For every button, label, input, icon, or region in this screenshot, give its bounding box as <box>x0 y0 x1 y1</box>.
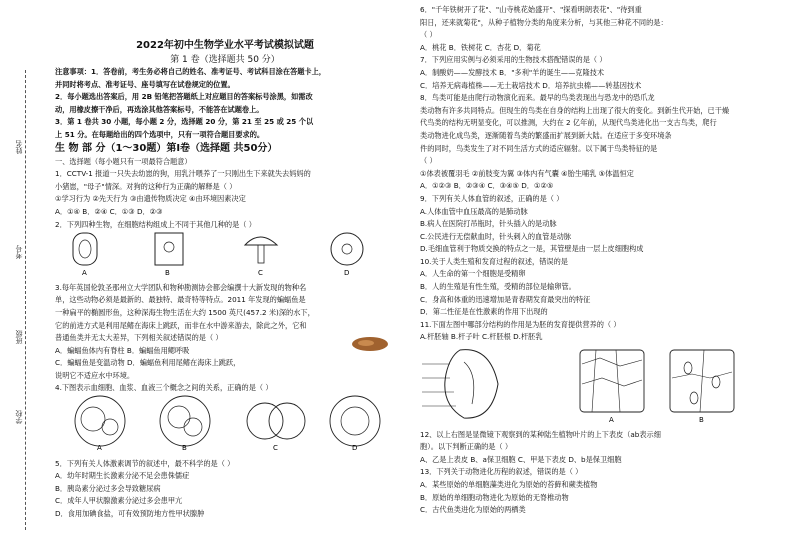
notice-line: 上 51 分。在每题给出的四个选项中，只有一项符合题目要求的。 <box>55 129 265 139</box>
question-8 <box>420 92 782 193</box>
question-line: 普通鱼类并无太大差异，下列相关叙述错误的是（ ） <box>55 333 223 343</box>
question-line: 10.关于人类生殖和发育过程的叙述，错误的是 <box>420 256 568 266</box>
venn-option-b <box>160 396 210 452</box>
epidermis-a-figure <box>580 350 644 424</box>
question-line: （ ） <box>420 156 437 166</box>
question-13 <box>420 466 782 516</box>
question-9 <box>420 193 782 256</box>
question-line: 13．下列关于动物进化历程的叙述，错误的是（ ） <box>420 467 583 477</box>
question-line: 类动物进化成鸟类，逐渐随着鸟类的繁盛而扩展到新大陆。在适应于多变环境条 <box>420 130 672 140</box>
section-heading: 生 物 部 分（1～30题）第Ⅰ卷（选择题 共50分） <box>55 142 278 154</box>
figure-label: B <box>699 416 704 425</box>
question-line: A．某些原始的单细胞藻类进化为原始的苔藓和蕨类植物 <box>420 480 598 489</box>
question-line: A．①④ B．②④ C．①③ D．②③ <box>55 206 163 216</box>
question-line: 它的前进方式是利用尾鳍在海床上跳跃，而非在水中游来游去，除此之外，它和 <box>55 320 307 330</box>
plant-cell-figure <box>155 233 183 277</box>
binding-margin <box>0 0 48 560</box>
question-line: 单，这些动物必须是最新的、最独特、最奇特等特点。2011 年发现的蝙蝠鱼是 <box>55 295 306 305</box>
figure-label: B <box>182 444 187 453</box>
side-label-name: 姓名 <box>15 140 23 154</box>
question-line: 小猪崽，"母子"情深。对狗的这种行为正确的解释是（ ） <box>55 181 237 191</box>
question-line: 1．CCTV-1 报道一只失去幼崽的狗，用乳汁喂养了一只刚出生下来就失去妈妈的 <box>55 169 311 179</box>
question-1 <box>55 168 395 218</box>
question-line: C.公民进行无偿献血时，针头刺入的血管是动脉 <box>420 231 572 241</box>
question-line: 胞）。以下判断正确的是（ ） <box>420 442 513 452</box>
side-label-class: 班级 <box>15 330 23 344</box>
epidermis-b-figure <box>670 350 734 424</box>
question-line: C．培养无病毒植株——无土栽培技术 D．培养抗虫棉——转基因技术 <box>420 80 642 90</box>
question-line: 类动物有许多共同特点。但现生的鸟类在自身的结构上出现了很大的变化。到新生代开始，已干燥 <box>420 105 730 115</box>
question-line: 阳日，还来就菊花"，从种子植物分类的角度来分析，与其他三种花不同的是： <box>420 17 668 27</box>
question-line: 代鸟类的结构无明显变化，可以推测，大约在 2 亿年前，从现代鸟类进化出一支古鸟类，爬行 <box>420 118 717 128</box>
question-7 <box>420 54 782 92</box>
figure-label: D <box>344 269 350 278</box>
side-label-school: 学校 <box>15 410 23 424</box>
figure-label: C <box>273 444 278 453</box>
question-line: C．蝙蝠鱼是变温动物 D．蝙蝠鱼利用尾鳍在海床上跳跃， <box>55 358 241 368</box>
question-line: 3.每年英国伦敦圣那州立大学团队和物种勘测协会都会编撰十大新发现的物种名 <box>55 282 307 292</box>
figure-label: A <box>82 269 87 278</box>
figure-label: B <box>165 269 170 278</box>
question-line: 说明它不适应水中环境。 <box>55 370 135 380</box>
blood-concept-diagrams <box>55 395 395 453</box>
question-2 <box>55 219 395 282</box>
corn-seed-figure <box>422 350 498 418</box>
binding-line <box>25 70 26 530</box>
question-line: ①体表被覆羽毛 ②前肢变为翼 ③体内有气囊 ④胎生哺乳 ⑤体温恒定 <box>420 168 634 178</box>
question-line: 5．下列有关人体激素调节的叙述中，最不科学的是（ ） <box>55 458 235 468</box>
question-12 <box>420 429 782 467</box>
question-line: C．身高和体重的迅速增加是青春期发育最突出的特征 <box>420 294 591 304</box>
question-line: B.病人在医院打吊瓶时，针头插入的是动脉 <box>420 219 557 229</box>
batfish-photo <box>349 334 391 354</box>
question-line: A．幼年时期生长激素分泌不足会患侏儒症 <box>55 471 190 481</box>
question-line: A、乙是上表皮 B、a保卫细胞 C、甲是下表皮 D、b是保卫细胞 <box>420 454 622 464</box>
question-line: B．原始的单细胞动物进化为原始的无脊椎动物 <box>420 492 569 502</box>
notice-line: 动，用橡皮擦干净后，再选涂其他答案标号，不能答在试题卷上。 <box>55 104 264 114</box>
question-line: D．食用加碘食盐，可有效预防地方性甲状腺肿 <box>55 509 205 519</box>
question-line: 2．下列四种生物，在细胞结构组成上不同于其他几种的是（ ） <box>55 219 256 229</box>
question-line: A．蝙蝠鱼体内有脊柱 B．蝙蝠鱼用鳃呼吸 <box>55 345 190 355</box>
question-line: （ ） <box>420 30 437 40</box>
question-line: 一种扁平的椭圆形鱼，这种深海生物生活在大约 1500 英尺(457.2 米)深的水下， <box>55 307 315 317</box>
venn-option-d <box>330 396 380 452</box>
bacterium-figure <box>73 233 97 277</box>
figure-label: A <box>609 416 614 425</box>
question-line: A．人生命的第一个细胞是受精卵 <box>420 269 526 279</box>
question-line: D．第二性征是在性激素的作用下出现的 <box>420 307 548 317</box>
figure-label: C <box>258 269 263 278</box>
animal-cell-figure <box>331 233 363 277</box>
notice-line: 注意事项：1．答卷前，考生务必将自己的姓名、准考证号、考试科目涂在答题卡上， <box>55 67 326 76</box>
question-line: A.杆胚轴 B.杆子叶 C.杆胚根 D.杆胚乳 <box>420 332 543 342</box>
left-column <box>55 66 395 521</box>
notice-line: 3．第 1 卷共 30 小题，每小题 2 分，选择题 20 分，第 21 至 25 或 25 个以 <box>55 117 314 127</box>
question-line: 6．"千年铁树开了花"、"山寺桃花始盛开"、"探看明朗表花"、"待到重 <box>420 5 642 14</box>
exam-subtitle: 第 1 卷（选择题共 50 分） <box>170 55 280 65</box>
notice-line: 并同时将考点、准考证号、座号填写在试卷规定的位置。 <box>55 79 235 89</box>
question-line: 8．鸟类可能是由爬行动物演化而来。最早的鸟类表现出与恐龙中的恐爪龙 <box>420 93 655 103</box>
figure-label: A <box>97 444 102 453</box>
question-5 <box>55 458 395 521</box>
question-3 <box>55 282 395 383</box>
venn-option-a <box>75 396 125 452</box>
question-11 <box>420 319 782 429</box>
organism-figures <box>55 231 395 277</box>
question-line: B．人的生殖是有性生殖，受精的部位是输卵管。 <box>420 282 576 292</box>
mushroom-figure <box>245 237 277 277</box>
question-line: 9．下列有关人体血管的叙述，正确的是（ ） <box>420 193 564 203</box>
question-line: 件的同时，鸟类发生了对不同生活方式的适应辐射。以下属于鸟类特征的是 <box>420 143 658 153</box>
question-line: B．胰岛素分泌过多会导致糖尿病 <box>55 483 161 493</box>
question-line: A．桃花 B．铁树花 C．杏花 D．菊花 <box>420 42 541 52</box>
side-label-exam-number: 考号 <box>15 245 23 259</box>
question-line: A．①②③ B．②③④ C．③④⑤ D．①②⑤ <box>420 181 554 191</box>
question-line: ①学习行为 ②先天行为 ③由遗传物质决定 ④由环境因素决定 <box>55 194 246 204</box>
question-10 <box>420 256 782 319</box>
exam-title: 2022年初中生物学业水平考试模拟试题 <box>136 40 314 51</box>
notice-block <box>55 66 395 142</box>
question-line: D.毛细血管利于物质交换的特点之一是，其管壁是由一层上皮细胞构成 <box>420 244 644 254</box>
question-line: 7．下列应用实例与必须采用的生物技术搭配错误的是（ ） <box>420 55 607 65</box>
question-line: A．制酸奶——发酵技术 B．"多利"羊的诞生——克隆技术 <box>420 67 605 77</box>
question-line: 4.下图表示血细胞、血浆、血液三个概念之间的关系，正确的是（ ） <box>55 383 273 393</box>
notice-line: 2．每小题选出答案后，用 2B 铅笔把答题纸上对应题目的答案标号涂黑，如需改 <box>55 92 313 102</box>
question-line: C．古代鱼类进化为原始的两栖类 <box>420 505 526 515</box>
question-4 <box>55 382 395 457</box>
question-line: 11.下面左图中哪部分结构的作用是为胚的发育提供营养的（ ） <box>420 319 621 329</box>
figure-label: D <box>352 444 358 453</box>
question-line: A.人体血管中血压最高的是肺动脉 <box>420 206 528 216</box>
question-line: 12、以上右图是显微镜下观察到的某种陆生植物叶片的上下表皮（ab表示细 <box>420 429 661 439</box>
section-one-heading: 一、选择题（每小题只有一项最符合题意） <box>55 156 192 166</box>
seed-and-epidermis-figures <box>420 344 782 424</box>
venn-option-c <box>247 403 305 452</box>
question-6 <box>420 4 782 54</box>
question-line: C．成年人甲状腺激素分泌过多会患甲亢 <box>55 496 183 506</box>
right-column <box>420 4 782 517</box>
